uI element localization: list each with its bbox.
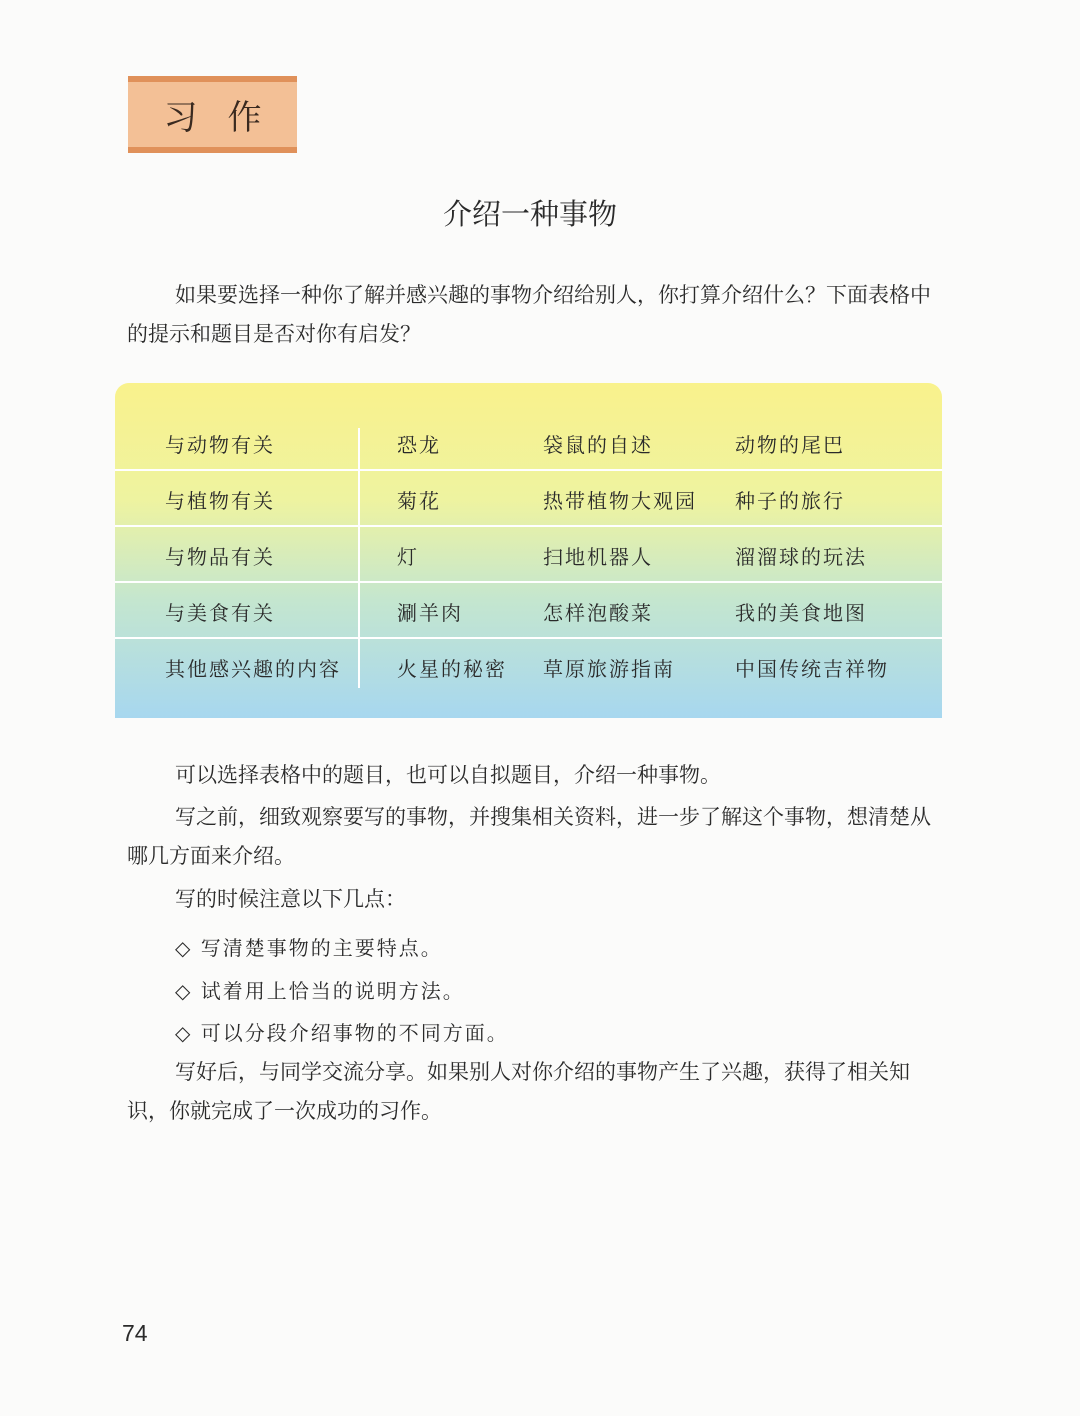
topic-cell: 热带植物大观园 (543, 489, 697, 513)
page-number: 74 (122, 1320, 148, 1346)
paragraph: 写好后，与同学交流分享。如果别人对你介绍的事物产生了兴趣，获得了相关知识，你就完成了一次成功的习作。 (127, 1060, 910, 1123)
row-category: 与植物有关 (165, 489, 275, 513)
table-row (115, 469, 942, 527)
topic-cell: 火星的秘密 (397, 657, 507, 681)
topic-cell: 涮羊肉 (397, 601, 463, 625)
tip-item: ◇ 可以分段介绍事物的不同方面。 (175, 1021, 509, 1045)
topic-cell: 扫地机器人 (543, 545, 653, 569)
topic-cell: 怎样泡酸菜 (543, 601, 653, 625)
topic-cell: 我的美食地图 (735, 601, 867, 625)
topic-cell: 中国传统吉祥物 (735, 657, 889, 681)
topic-cell: 种子的旅行 (735, 489, 845, 513)
badge-char: 作 (227, 98, 262, 138)
paragraph: 可以选择表格中的题目，也可以自拟题目，介绍一种事物。 (175, 763, 721, 787)
table-row (115, 581, 942, 639)
topic-cell: 菊花 (397, 489, 441, 513)
badge-char: 习 (163, 98, 198, 138)
topic-cell: 袋鼠的自述 (543, 433, 653, 457)
paragraph: 写之前，细致观察要写的事物，并搜集相关资料，进一步了解这个事物，想清楚从哪几方面来介绍。 (127, 805, 931, 868)
intro-paragraph: 如果要选择一种你了解并感兴趣的事物介绍给别人，你打算介绍什么？下面表格中的提示和题目是否对你有启发？ (127, 283, 931, 346)
row-category: 与物品有关 (165, 545, 275, 569)
topic-cell: 动物的尾巴 (735, 433, 845, 457)
row-category: 与动物有关 (165, 433, 275, 457)
topic-cell: 恐龙 (397, 433, 441, 457)
page-title: 介绍一种事物 (442, 197, 617, 231)
topic-cell: 灯 (397, 545, 419, 569)
row-category: 与美食有关 (165, 601, 275, 625)
paragraph: 写的时候注意以下几点： (175, 887, 406, 911)
tip-item: ◇ 试着用上恰当的说明方法。 (175, 979, 465, 1003)
table-row (115, 525, 942, 583)
section-badge (128, 76, 297, 153)
table-row (115, 413, 942, 471)
topic-cell: 草原旅游指南 (543, 657, 675, 681)
table-row (115, 637, 942, 693)
tip-item: ◇ 写清楚事物的主要特点。 (175, 936, 443, 960)
row-category: 其他感兴趣的内容 (165, 657, 341, 681)
topic-cell: 溜溜球的玩法 (735, 545, 867, 569)
topic-table (115, 383, 942, 718)
